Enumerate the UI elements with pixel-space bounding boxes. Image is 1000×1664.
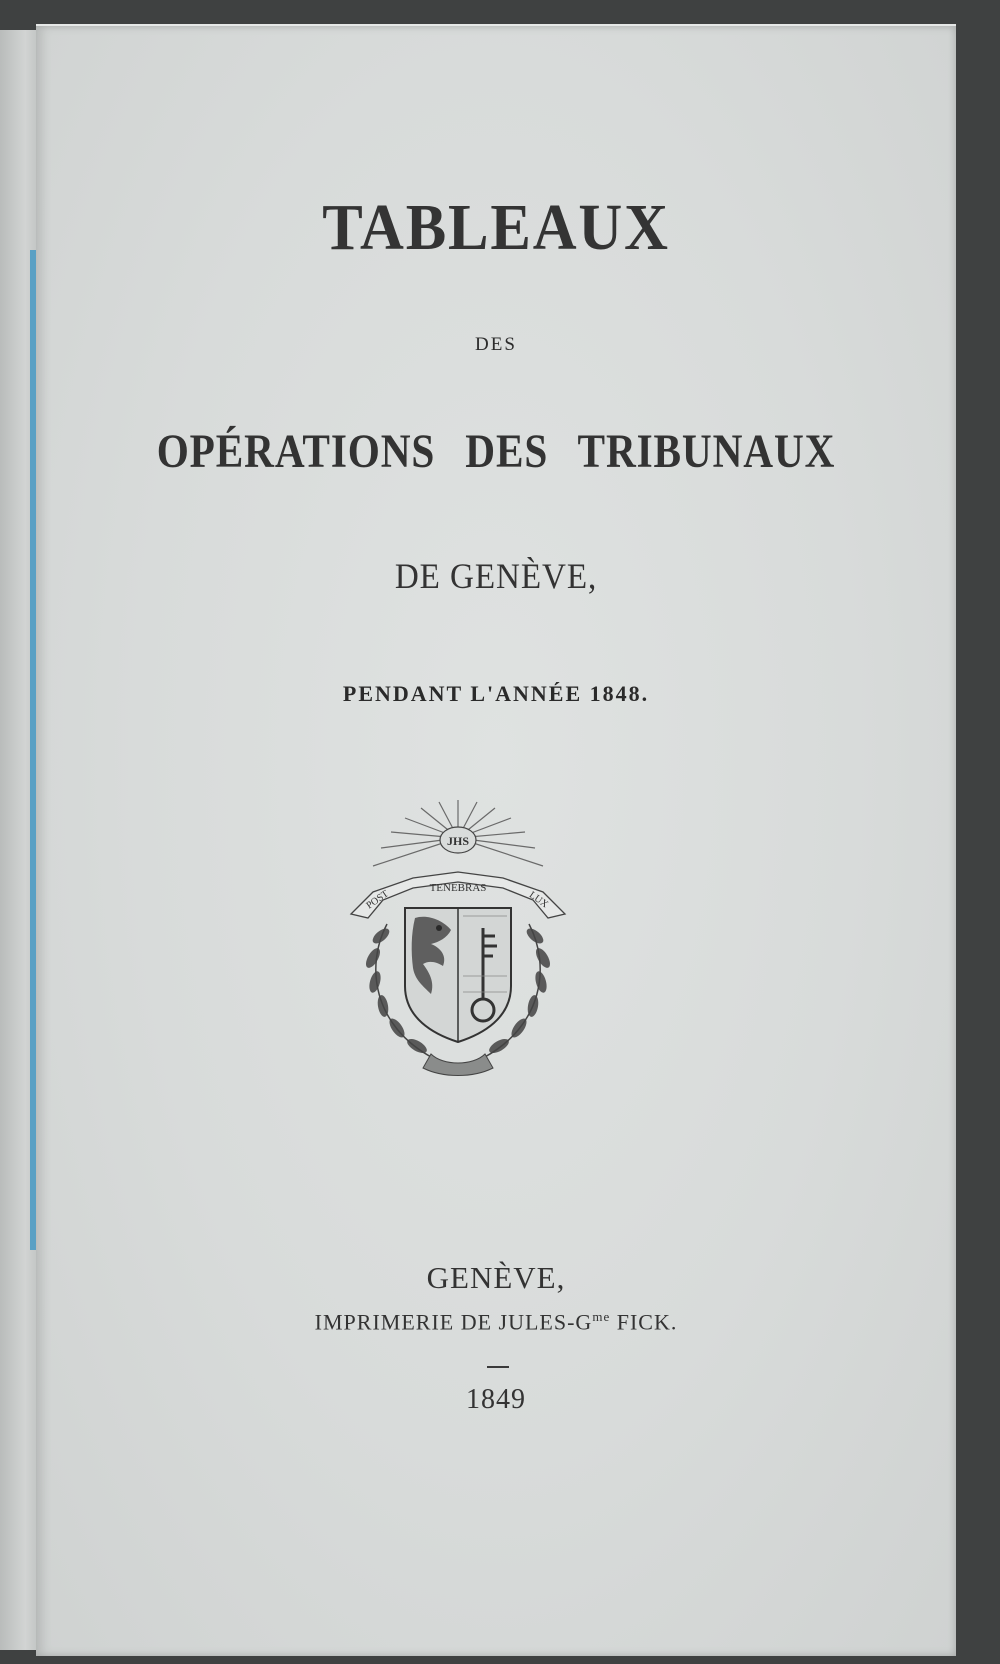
imprint-city: GENÈVE, xyxy=(426,1260,566,1295)
subject-title: OPÉRATIONS DES TRIBUNAUX xyxy=(156,425,836,478)
emblem-banner-center: TENEBRAS xyxy=(429,882,487,894)
emblem-banner-left: POST xyxy=(364,888,391,912)
imprint-year: 1849 xyxy=(466,1384,526,1415)
imprint-divider xyxy=(487,1366,509,1368)
emblem-banner-right: LUX xyxy=(526,889,551,911)
place-title: DE GENÈVE, xyxy=(394,556,598,596)
title-page xyxy=(36,24,956,1656)
wreath-ribbon xyxy=(423,1054,493,1076)
emblem-jhs-text: JHS xyxy=(446,834,470,848)
main-title: TABLEAUX xyxy=(322,191,670,264)
geneva-coat-of-arms-emblem xyxy=(343,796,573,1086)
period-line: PENDANT L'ANNÉE 1848. xyxy=(342,681,650,706)
printer-name-superscript: me xyxy=(592,1309,611,1324)
printer-name-prefix: IMPRIMERIE DE JULES-G xyxy=(314,1309,593,1335)
imprint-printer xyxy=(36,1309,956,1335)
title-connector: DES xyxy=(475,334,517,355)
printer-name-suffix: FICK. xyxy=(610,1309,678,1335)
